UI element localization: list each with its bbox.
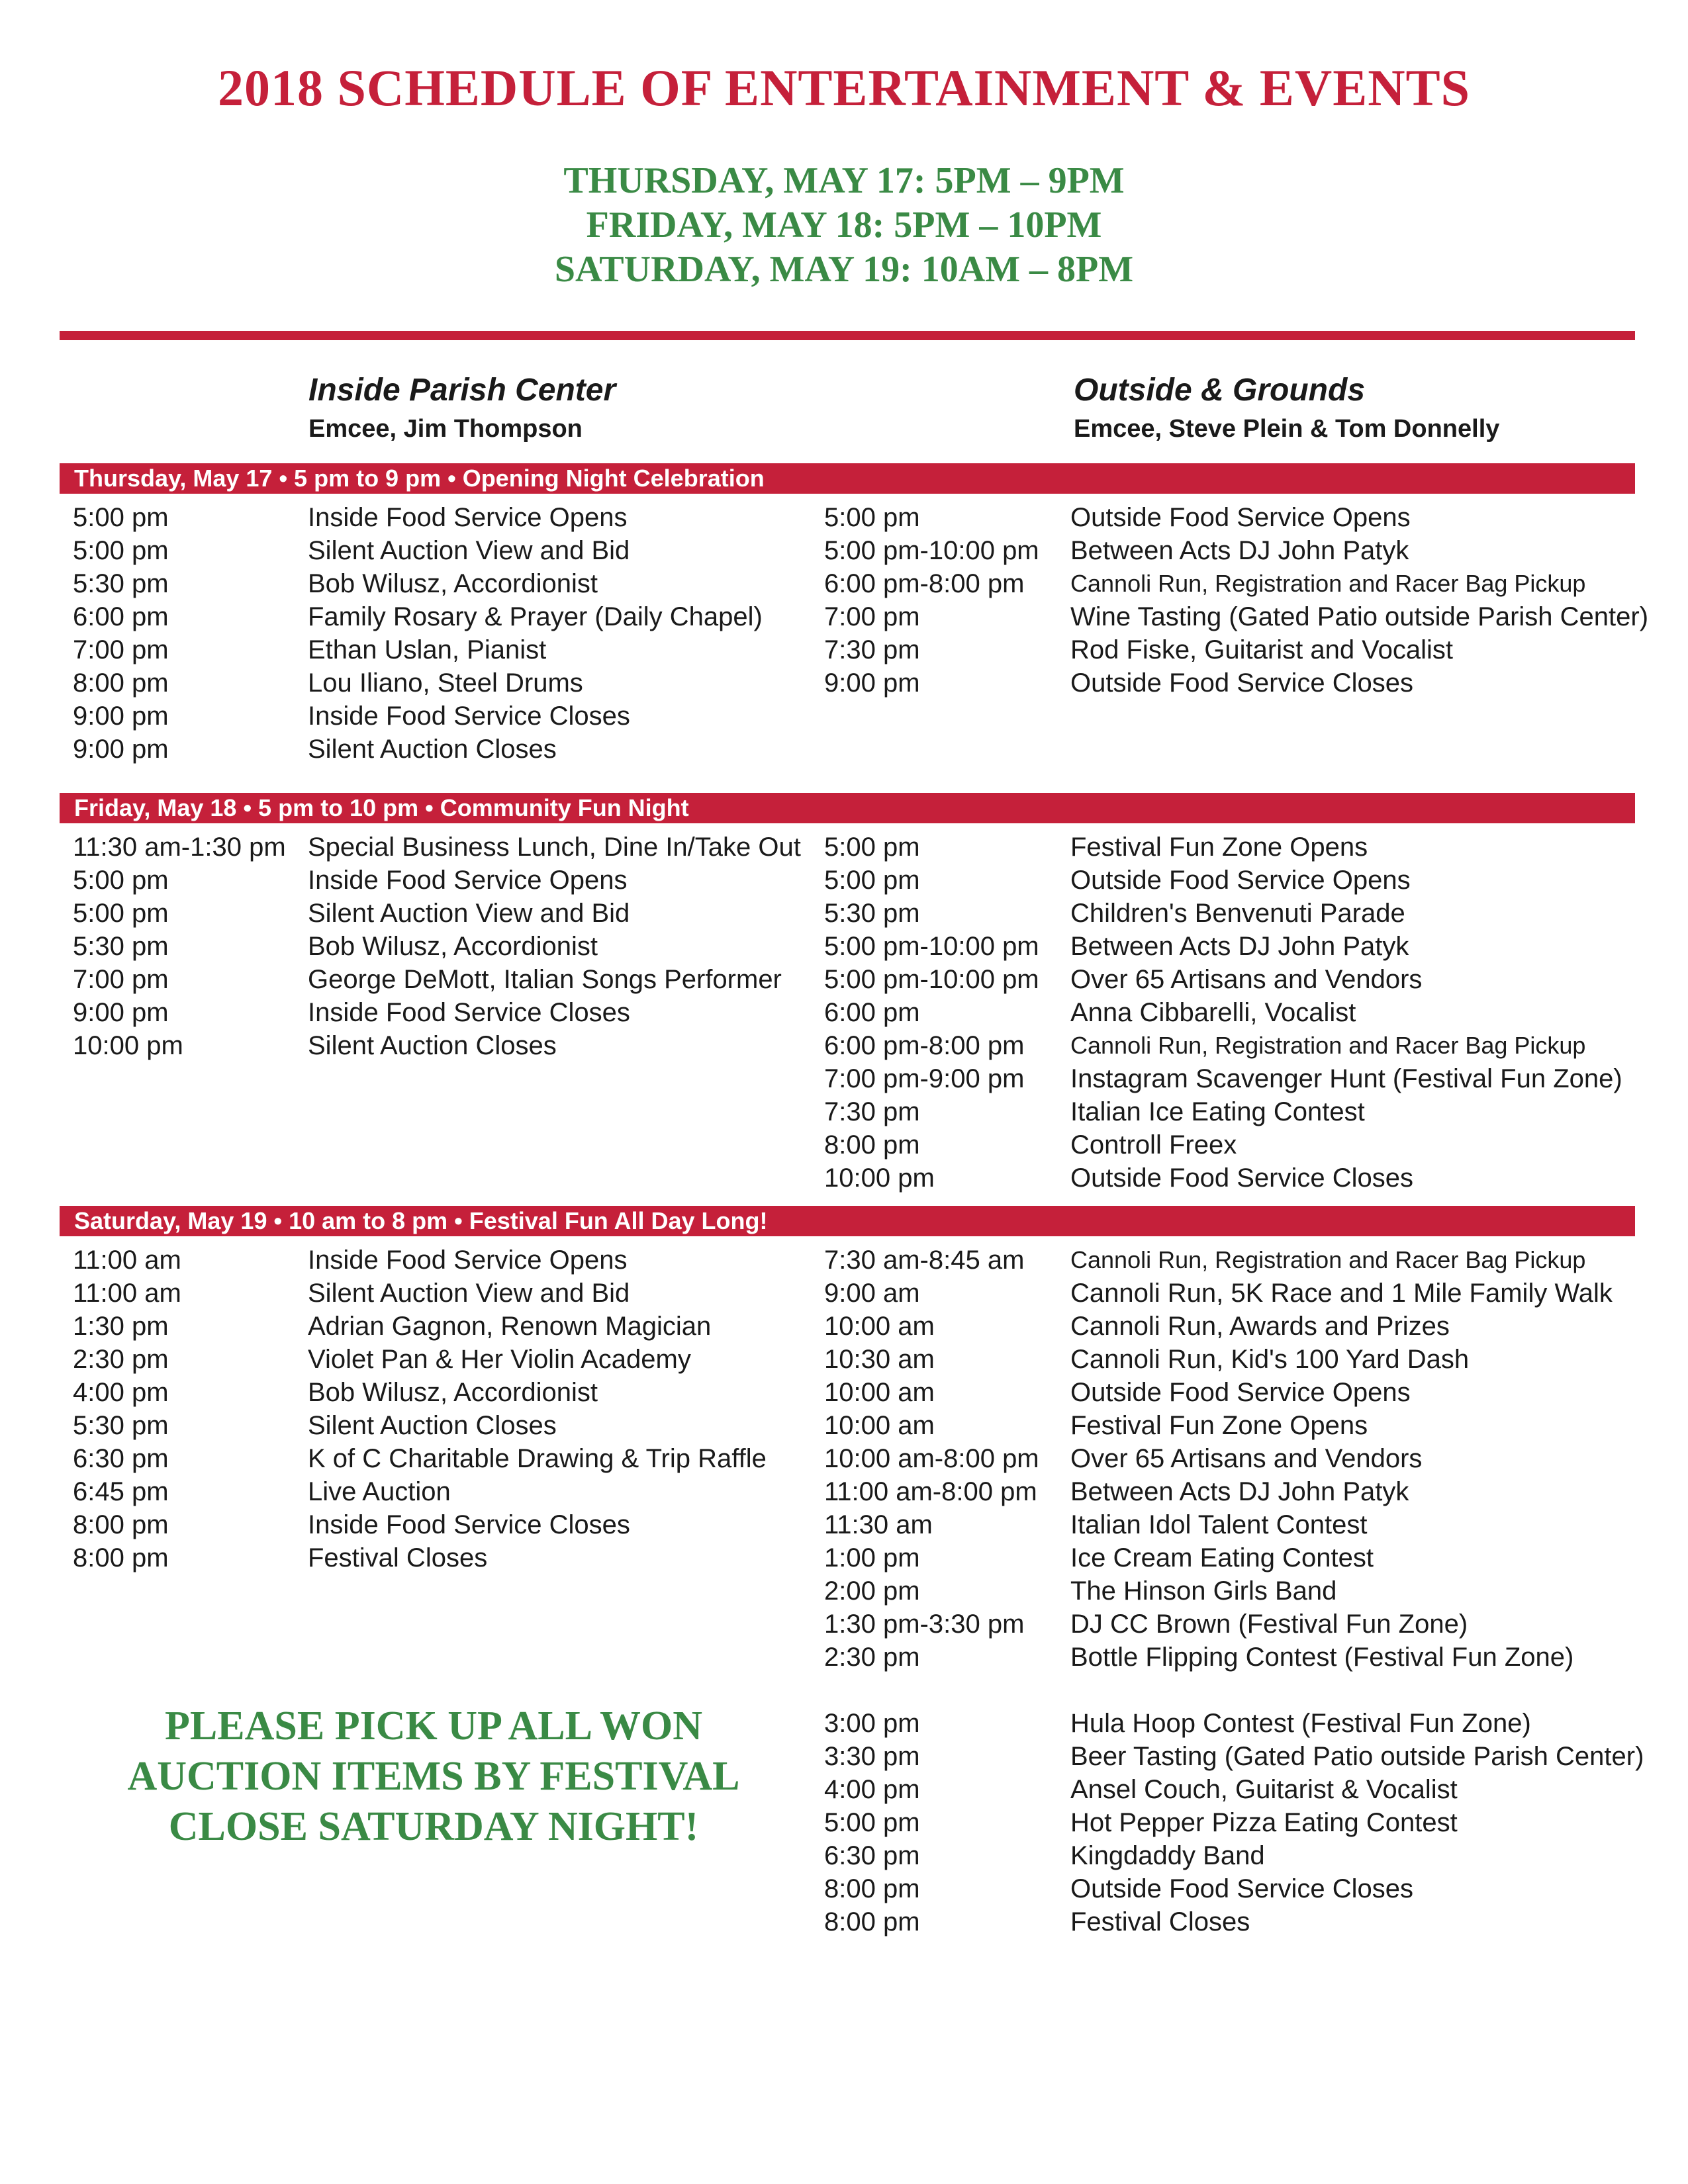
event-time: 6:45 pm	[73, 1477, 169, 1506]
event-name: Silent Auction View and Bid	[308, 1279, 630, 1308]
event-name: Controll Freex	[1070, 1130, 1237, 1160]
event-name: Cannoli Run, 5K Race and 1 Mile Family Walk	[1070, 1279, 1613, 1308]
event-time: 5:00 pm-10:00 pm	[824, 932, 1039, 961]
event-name: DJ CC Brown (Festival Fun Zone)	[1070, 1610, 1468, 1639]
event-name: Ansel Couch, Guitarist & Vocalist	[1070, 1775, 1458, 1804]
event-time: 5:00 pm	[73, 899, 169, 928]
outside-emcee: Emcee, Steve Plein & Tom Donnelly	[1074, 415, 1500, 443]
event-time: 10:00 am	[824, 1411, 935, 1440]
inside-column-header	[308, 371, 616, 447]
event-time: 9:00 am	[824, 1279, 920, 1308]
event-name: Bob Wilusz, Accordionist	[308, 569, 598, 598]
event-name: Outside Food Service Opens	[1070, 866, 1411, 895]
event-name: Adrian Gagnon, Renown Magician	[308, 1312, 712, 1341]
event-time: 5:30 pm	[73, 569, 169, 598]
event-time: 1:30 pm-3:30 pm	[824, 1610, 1025, 1639]
event-name: Bottle Flipping Contest (Festival Fun Zone)	[1070, 1643, 1574, 1672]
event-name: Cannoli Run, Kid's 100 Yard Dash	[1070, 1345, 1470, 1374]
event-time: 7:30 pm	[824, 1097, 920, 1126]
event-time: 5:00 pm	[824, 866, 920, 895]
page-title: 2018 SCHEDULE OF ENTERTAINMENT & EVENTS	[218, 59, 1470, 116]
date-line: THURSDAY, MAY 17: 5PM – 9PM	[563, 160, 1125, 201]
outside-column-header	[1074, 371, 1499, 447]
event-time: 5:00 pm	[73, 536, 169, 565]
event-name: Bob Wilusz, Accordionist	[308, 1378, 598, 1407]
event-time: 2:30 pm	[824, 1643, 920, 1672]
event-name: Outside Food Service Opens	[1070, 503, 1411, 532]
event-time: 7:30 am-8:45 am	[824, 1246, 1025, 1275]
date-line: FRIDAY, MAY 18: 5PM – 10PM	[586, 205, 1102, 246]
event-name: Between Acts DJ John Patyk	[1070, 1477, 1409, 1506]
event-name: Italian Idol Talent Contest	[1070, 1510, 1368, 1539]
event-name: Kingdaddy Band	[1070, 1841, 1265, 1870]
event-time: 10:00 am	[824, 1312, 935, 1341]
event-time: 5:00 pm-10:00 pm	[824, 965, 1039, 994]
event-time: 1:30 pm	[73, 1312, 169, 1341]
event-time: 6:00 pm-8:00 pm	[824, 1031, 1025, 1060]
event-time: 10:30 am	[824, 1345, 935, 1374]
event-time: 3:30 pm	[824, 1742, 920, 1771]
event-name: Between Acts DJ John Patyk	[1070, 932, 1409, 961]
inside-emcee: Emcee, Jim Thompson	[308, 415, 583, 443]
event-time: 6:00 pm-8:00 pm	[824, 569, 1025, 598]
event-name: Ice Cream Eating Contest	[1070, 1543, 1374, 1572]
event-time: 6:00 pm	[73, 602, 169, 631]
event-name: Beer Tasting (Gated Patio outside Parish Center)	[1070, 1742, 1644, 1771]
event-name: Cannoli Run, Registration and Racer Bag Pickup	[1070, 1246, 1586, 1273]
event-name: Inside Food Service Opens	[308, 503, 628, 532]
event-name: Silent Auction Closes	[308, 1031, 557, 1060]
event-name: Silent Auction View and Bid	[308, 536, 630, 565]
outside-column-title: Outside & Grounds	[1074, 373, 1366, 408]
date-line: SATURDAY, MAY 19: 10AM – 8PM	[554, 249, 1134, 290]
event-name: Festival Fun Zone Opens	[1070, 833, 1368, 862]
event-time: 10:00 am	[824, 1378, 935, 1407]
event-time: 11:00 am	[73, 1246, 181, 1275]
event-time: 7:00 pm	[73, 965, 169, 994]
event-time: 2:00 pm	[824, 1576, 920, 1606]
event-name: Outside Food Service Closes	[1070, 1163, 1414, 1193]
event-name: Bob Wilusz, Accordionist	[308, 932, 598, 961]
event-time: 5:00 pm	[824, 1808, 920, 1837]
event-time: 6:00 pm	[824, 998, 920, 1027]
event-name: Italian Ice Eating Contest	[1070, 1097, 1365, 1126]
festival-dates	[0, 159, 1688, 292]
event-time: 5:00 pm	[824, 833, 920, 862]
event-name: Lou Iliano, Steel Drums	[308, 668, 583, 698]
notice-line: CLOSE SATURDAY NIGHT!	[168, 1804, 699, 1849]
event-time: 11:30 am	[824, 1510, 933, 1539]
event-name: Inside Food Service Opens	[308, 866, 628, 895]
event-name: Hot Pepper Pizza Eating Contest	[1070, 1808, 1458, 1837]
event-name: Cannoli Run, Registration and Racer Bag Pickup	[1070, 570, 1586, 597]
event-time: 9:00 pm	[73, 998, 169, 1027]
event-time: 2:30 pm	[73, 1345, 169, 1374]
event-name: Inside Food Service Closes	[308, 1510, 630, 1539]
notice-line: PLEASE PICK UP ALL WON	[165, 1704, 702, 1749]
event-name: Silent Auction Closes	[308, 1411, 557, 1440]
event-name: Festival Fun Zone Opens	[1070, 1411, 1368, 1440]
event-name: George DeMott, Italian Songs Performer	[308, 965, 782, 994]
inside-column-title: Inside Parish Center	[308, 373, 616, 408]
event-time: 8:00 pm	[824, 1907, 920, 1936]
event-time: 3:00 pm	[824, 1709, 920, 1738]
day-header: Friday, May 18 • 5 pm to 10 pm • Community Fun Night	[60, 793, 1635, 823]
event-name: Between Acts DJ John Patyk	[1070, 536, 1409, 565]
event-time: 9:00 pm	[73, 702, 169, 731]
event-time: 9:00 pm	[824, 668, 920, 698]
event-time: 4:00 pm	[73, 1378, 169, 1407]
event-time: 11:00 am-8:00 pm	[824, 1477, 1037, 1506]
event-name: Ethan Uslan, Pianist	[308, 635, 547, 664]
event-name: Outside Food Service Opens	[1070, 1378, 1411, 1407]
event-time: 5:30 pm	[73, 1411, 169, 1440]
event-time: 7:30 pm	[824, 635, 920, 664]
event-time: 8:00 pm	[73, 668, 169, 698]
event-time: 10:00 am-8:00 pm	[824, 1444, 1039, 1473]
event-time: 8:00 pm	[73, 1510, 169, 1539]
event-name: Inside Food Service Closes	[308, 702, 630, 731]
event-time: 4:00 pm	[824, 1775, 920, 1804]
pickup-notice	[60, 1701, 808, 1852]
event-name: Festival Closes	[308, 1543, 488, 1572]
event-name: Outside Food Service Closes	[1070, 668, 1414, 698]
notice-line: AUCTION ITEMS BY FESTIVAL	[127, 1754, 740, 1799]
event-time: 5:30 pm	[73, 932, 169, 961]
event-time: 7:00 pm	[73, 635, 169, 664]
event-name: Cannoli Run, Awards and Prizes	[1070, 1312, 1450, 1341]
event-time: 10:00 pm	[73, 1031, 183, 1060]
event-time: 8:00 pm	[824, 1874, 920, 1903]
event-time: 5:00 pm-10:00 pm	[824, 536, 1039, 565]
event-time: 5:00 pm	[73, 866, 169, 895]
event-name: Festival Closes	[1070, 1907, 1250, 1936]
event-time: 10:00 pm	[824, 1163, 935, 1193]
event-time: 8:00 pm	[824, 1130, 920, 1160]
event-name: Inside Food Service Opens	[308, 1246, 628, 1275]
event-name: Hula Hoop Contest (Festival Fun Zone)	[1070, 1709, 1531, 1738]
event-name: Rod Fiske, Guitarist and Vocalist	[1070, 635, 1454, 664]
event-name: Outside Food Service Closes	[1070, 1874, 1414, 1903]
event-name: Anna Cibbarelli, Vocalist	[1070, 998, 1356, 1027]
event-name: Violet Pan & Her Violin Academy	[308, 1345, 691, 1374]
event-name: Silent Auction View and Bid	[308, 899, 630, 928]
event-name: Inside Food Service Closes	[308, 998, 630, 1027]
day-header: Thursday, May 17 • 5 pm to 9 pm • Opening Night Celebration	[60, 463, 1635, 494]
event-name: The Hinson Girls Band	[1070, 1576, 1337, 1606]
event-time: 11:30 am-1:30 pm	[73, 833, 286, 862]
event-name: Over 65 Artisans and Vendors	[1070, 965, 1423, 994]
event-time: 9:00 pm	[73, 735, 169, 764]
event-name: Silent Auction Closes	[308, 735, 557, 764]
event-name: Special Business Lunch, Dine In/Take Out	[308, 833, 801, 862]
event-time: 7:00 pm	[824, 602, 920, 631]
event-time: 6:30 pm	[73, 1444, 169, 1473]
event-name: Instagram Scavenger Hunt (Festival Fun Zone)	[1070, 1064, 1622, 1093]
event-time: 5:00 pm	[73, 503, 169, 532]
event-time: 8:00 pm	[73, 1543, 169, 1572]
event-name: Family Rosary & Prayer (Daily Chapel)	[308, 602, 763, 631]
event-name: K of C Charitable Drawing & Trip Raffle	[308, 1444, 767, 1473]
divider	[60, 331, 1635, 340]
event-name: Over 65 Artisans and Vendors	[1070, 1444, 1423, 1473]
event-time: 7:00 pm-9:00 pm	[824, 1064, 1025, 1093]
event-time: 1:00 pm	[824, 1543, 920, 1572]
event-time: 5:00 pm	[824, 503, 920, 532]
event-name: Live Auction	[308, 1477, 451, 1506]
event-name: Children's Benvenuti Parade	[1070, 899, 1405, 928]
day-header: Saturday, May 19 • 10 am to 8 pm • Festival Fun All Day Long!	[60, 1206, 1635, 1236]
event-name: Wine Tasting (Gated Patio outside Parish Center)	[1070, 602, 1649, 631]
event-time: 5:30 pm	[824, 899, 920, 928]
event-name: Cannoli Run, Registration and Racer Bag Pickup	[1070, 1032, 1586, 1059]
event-time: 6:30 pm	[824, 1841, 920, 1870]
event-time: 11:00 am	[73, 1279, 181, 1308]
